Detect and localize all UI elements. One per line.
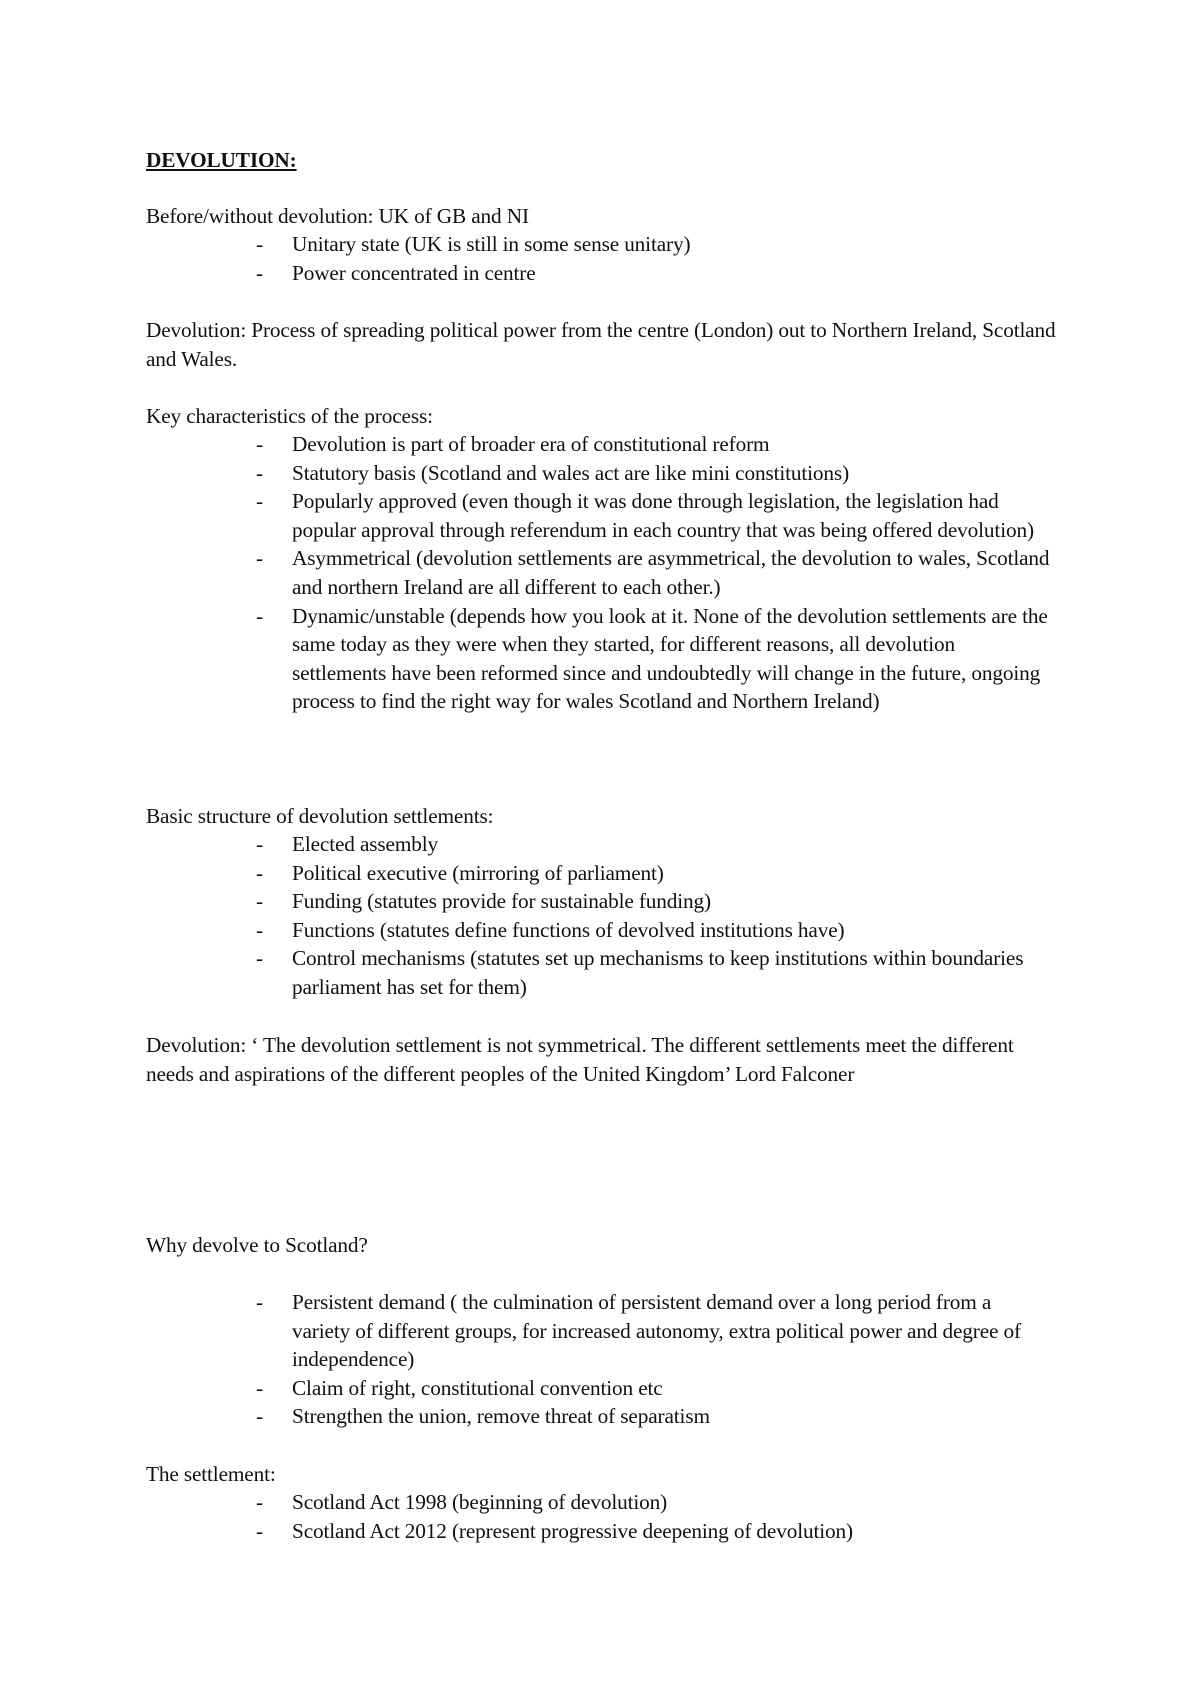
basic-structure-heading: Basic structure of devolution settlements:: [146, 804, 494, 828]
bullet-dash: -: [256, 832, 263, 856]
list-item-text: Unitary state (UK is still in some sense unitary): [292, 232, 691, 256]
bullet-dash: -: [256, 1290, 263, 1314]
list-item-text: Functions (statutes define functions of devolved institutions have): [292, 917, 845, 942]
bullet-dash: -: [256, 1518, 263, 1543]
list-item-text: Dynamic/unstable (depends how you look at it. None of the devolution settlements are the same today as they were when they started, for different reasons, all devolution settlements have been reformed since and undoubtedly will change in the future, ongoing process to find the right way for wales Scotland and Northern Ireland): [292, 603, 1048, 714]
bullet-dash: -: [256, 260, 263, 285]
why-scotland-list: [146, 1288, 1076, 1431]
list-item: [146, 859, 1076, 888]
list-item: [146, 887, 1076, 916]
list-item: [146, 1517, 1076, 1546]
list-item: [146, 1374, 1076, 1403]
list-item: [146, 459, 1076, 488]
list-item: [146, 1402, 1076, 1431]
list-item: [146, 916, 1076, 945]
bullet-dash: -: [256, 489, 263, 514]
list-item-text: Statutory basis (Scotland and wales act are like mini constitutions): [292, 460, 850, 485]
list-item-text: Devolution is part of broader era of constitutional reform: [292, 432, 770, 456]
list-item: [146, 259, 1076, 288]
key-characteristics-list: [146, 430, 1076, 716]
list-item-text: Persistent demand ( the culmination of persistent demand over a long period from a variety of different groups, for increased autonomy, extra political power and degree of independence): [292, 1290, 1021, 1372]
bullet-dash: -: [256, 946, 263, 971]
bullet-dash: -: [256, 1490, 263, 1514]
list-item-text: Strengthen the union, remove threat of separatism: [292, 1404, 710, 1429]
intro-heading: Before/without devolution: UK of GB and NI: [146, 204, 529, 228]
list-item: [146, 487, 1076, 544]
list-item-text: Popularly approved (even though it was done through legislation, the legislation had popular approval through referendum in each country that was being offered devolution): [292, 489, 1034, 542]
bullet-dash: -: [256, 860, 263, 885]
bullet-dash: -: [256, 460, 263, 485]
list-item: [146, 944, 1076, 1001]
list-item: [146, 1288, 1076, 1374]
bullet-dash: -: [256, 232, 263, 256]
list-item-text: Elected assembly: [292, 832, 439, 856]
list-item-text: Funding (statutes provide for sustainable funding): [292, 889, 711, 914]
list-item-text: Scotland Act 2012 (represent progressive deepening of devolution): [292, 1518, 853, 1543]
list-item: [146, 544, 1076, 601]
bullet-dash: -: [256, 546, 263, 571]
list-item: [146, 230, 1076, 259]
list-item: [146, 1488, 1076, 1517]
list-item-text: Control mechanisms (statutes set up mechanisms to keep institutions within boundaries parliament has set for them): [292, 946, 1024, 999]
bullet-dash: -: [256, 603, 263, 628]
why-scotland-heading: Why devolve to Scotland?: [146, 1233, 368, 1257]
list-item: [146, 830, 1076, 859]
bullet-dash: -: [256, 1404, 263, 1429]
list-item-text: Asymmetrical (devolution settlements are asymmetrical, the devolution to wales, Scotland and northern Ireland are all different to each other.): [292, 546, 1050, 599]
settlement-list: [146, 1488, 1076, 1545]
intro-list: [146, 230, 1076, 287]
definition-paragraph: Devolution: Process of spreading political power from the centre (London) out to Northern Ireland, Scotland and Wales.: [146, 318, 1056, 371]
settlement-heading: The settlement:: [146, 1462, 276, 1486]
list-item-text: Scotland Act 1998 (beginning of devolution): [292, 1490, 668, 1514]
bullet-dash: -: [256, 1375, 263, 1400]
basic-structure-list: [146, 830, 1076, 1002]
document-title: DEVOLUTION:: [146, 148, 297, 172]
bullet-dash: -: [256, 917, 263, 942]
bullet-dash: -: [256, 889, 263, 914]
list-item: [146, 602, 1076, 716]
key-characteristics-heading: Key characteristics of the process:: [146, 404, 433, 428]
bullet-dash: -: [256, 432, 263, 456]
list-item-text: Claim of right, constitutional convention etc: [292, 1375, 663, 1400]
list-item: [146, 430, 1076, 459]
list-item-text: Power concentrated in centre: [292, 260, 536, 285]
list-item-text: Political executive (mirroring of parliament): [292, 860, 664, 885]
quote-paragraph: Devolution: ‘ The devolution settlement is not symmetrical. The different settlements meet the different needs and aspirations of the different peoples of the United Kingdom’ Lord Falconer: [146, 1033, 1014, 1086]
